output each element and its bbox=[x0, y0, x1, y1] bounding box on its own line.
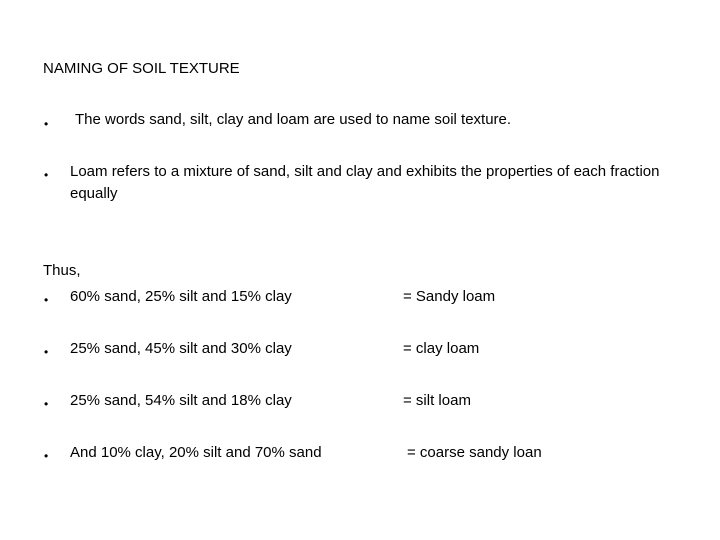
bullet-icon: • bbox=[44, 397, 49, 411]
point-text: The words sand, silt, clay and loam are used to name soil texture. bbox=[75, 111, 512, 128]
example-mixture: And 10% clay, 20% silt and 70% sand bbox=[70, 444, 322, 461]
example-result: = clay loam bbox=[403, 340, 480, 357]
example-mixture: 25% sand, 54% silt and 18% clay bbox=[70, 392, 292, 409]
bullet-icon: • bbox=[44, 293, 49, 307]
thus-label: Thus, bbox=[43, 262, 81, 279]
example-mixture: 60% sand, 25% silt and 15% clay bbox=[70, 288, 292, 305]
example-result: = silt loam bbox=[403, 392, 471, 409]
bullet-icon: • bbox=[44, 168, 49, 182]
bullet-icon: • bbox=[44, 449, 49, 463]
example-result: = Sandy loam bbox=[403, 288, 496, 305]
example-mixture: 25% sand, 45% silt and 30% clay bbox=[70, 340, 292, 357]
slide-title: NAMING OF SOIL TEXTURE bbox=[43, 60, 240, 77]
example-result: = coarse sandy loan bbox=[407, 444, 542, 461]
bullet-icon: • bbox=[44, 117, 49, 131]
point-text: Loam refers to a mixture of sand, silt and clay and exhibits the properties of each fraction equally bbox=[70, 163, 660, 202]
bullet-icon: • bbox=[44, 345, 49, 359]
